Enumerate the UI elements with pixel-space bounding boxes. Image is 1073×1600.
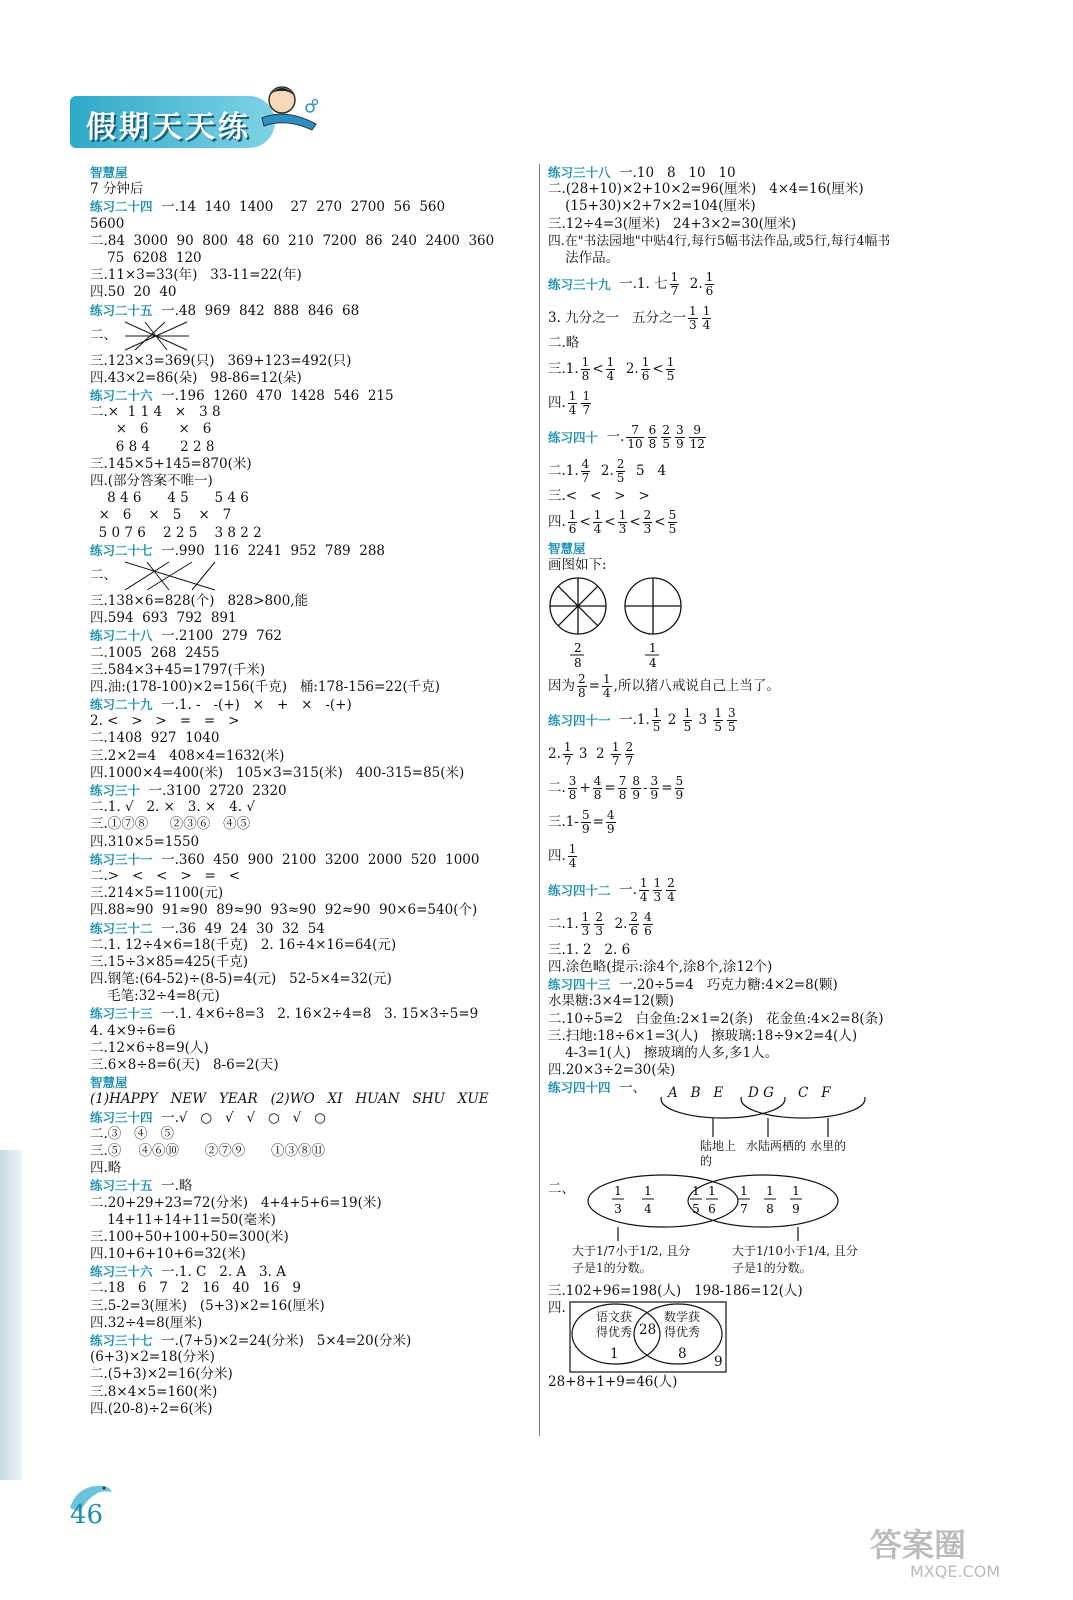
answer-line: 四.88≈90 91≈90 89≈90 93≈90 92≈90 90×6=540(个): [90, 902, 478, 919]
right-column: [548, 164, 891, 1391]
page-edge-shade: [0, 1150, 22, 1480]
svg-text:8: 8: [574, 655, 582, 670]
answer-line: 三.< < > >: [548, 488, 650, 505]
svg-text:7: 7: [740, 1201, 748, 1216]
answer-line: 四.594 693 792 891: [90, 610, 237, 627]
answer-line: 三.123×3=369(只) 369+123=492(只): [90, 352, 352, 369]
answer-text: 一.: [610, 882, 637, 899]
answer-text: 因为: [548, 678, 575, 695]
answer-text: 二、: [548, 1180, 575, 1197]
answer-line: 二.84 3000 90 800 48 60 210 7200 86 240 2400 360: [90, 232, 495, 249]
exercise-25-title: 练习二十五: [90, 302, 153, 318]
fraction: 3 9: [675, 422, 684, 451]
answer-line: (1)HAPPY NEW YEAR (2)WO XI HUAN SHU XUE: [90, 1091, 489, 1108]
answer-line: 毛笔:32÷4=8(元): [90, 988, 220, 1005]
answer-text: 一.3100 2720 2320: [140, 783, 287, 799]
fraction: 1 3: [689, 303, 697, 332]
column-divider: [539, 164, 540, 1436]
answer-line: 三.5-2=3(厘米) (5+3)×2=16(厘米): [90, 1297, 325, 1314]
answer-line: 4. 4×9÷6=6: [90, 1022, 176, 1039]
answer-line: 四. 1 6 < 1 4 < 1 3 < 2 3 < 5 5: [548, 508, 677, 536]
fraction-circles-diagram: [548, 574, 708, 670]
answer-text: 一.略: [152, 1178, 193, 1195]
answer-line: 二.× 1 1 4 × 3 8: [90, 404, 221, 421]
svg-text:1: 1: [692, 1183, 700, 1198]
svg-text:1: 1: [614, 1183, 622, 1198]
answer-line: [548, 164, 868, 181]
answer-text: 一.360 450 900 2100 3200 2000 520 1000: [152, 851, 480, 868]
answer-text: 一.48 969 842 888 846 68: [152, 302, 360, 319]
fraction: 1 5: [666, 354, 675, 383]
venn-label-water: 水里的: [810, 1138, 847, 1153]
answer-line: [90, 1005, 530, 1022]
answer-line: 三.1. 2 2. 6: [548, 941, 631, 958]
answer-text: 四.: [548, 848, 566, 865]
exercise-40-title: 练习四十: [548, 429, 599, 445]
fraction: 6 8: [648, 422, 657, 451]
fraction: 1 7: [582, 388, 591, 417]
answer-line: 画图如下:: [548, 556, 607, 573]
answer-line: [90, 198, 530, 215]
answer-line: 三.11×3=33(年) 33-11=22(年): [90, 267, 302, 284]
header-banner: [70, 96, 275, 148]
section-wisdom-house: 智慧屋: [90, 1075, 128, 1091]
answer-line: [548, 976, 868, 993]
answer-text: 一.196 1260 470 1428 546 215: [152, 388, 394, 405]
answer-line: 因为 2 8 = 1 4 ,所以猪八戒说自己上当了。: [548, 672, 780, 701]
answer-line: 四.310×5=1550: [90, 833, 200, 850]
venn-set-chinese: 语文获得优秀: [595, 1309, 632, 1339]
answer-line: 三.⑤ ④⑥⑩ ②⑦⑨ ①③⑧⑪: [90, 1142, 325, 1159]
exercise-36-title: 练习三十六: [90, 1264, 153, 1280]
answer-line: 二.20+29+23=72(分米) 4+4+5+6=19(米): [90, 1194, 382, 1211]
answer-text: 二、: [90, 567, 117, 584]
matching-lines-diagram: [117, 319, 197, 353]
exercise-24-title: 练习二十四: [90, 199, 153, 215]
answer-line: 四.20×3÷2=30(朵): [548, 1062, 676, 1079]
answer-text: 一.10 8 10 10: [610, 165, 736, 181]
answer-line: 四.钢笔:(64-52)÷(8-5)=4(元) 52-5×4=32(元): [90, 971, 392, 988]
answer-line: [90, 627, 530, 644]
answer-line: 5 0 7 6 2 2 5 3 8 2 2: [90, 524, 262, 541]
venn-desc-right: 大于1/10小于1/4, 且分子是1的分数。: [732, 1243, 858, 1275]
exercise-44-title: 练习四十四: [548, 1080, 611, 1096]
exercise-34-title: 练习三十四: [90, 1109, 153, 1125]
answer-line: [90, 387, 530, 404]
page-number: 46: [70, 1500, 104, 1530]
answer-line: 14+11+14+11=50(毫米): [90, 1211, 276, 1228]
fraction: 2 3: [595, 910, 603, 939]
venn-only-math: 8: [678, 1345, 687, 1362]
answer-line: (15+30)×2+7×2=104(厘米): [548, 198, 756, 215]
svg-text:4: 4: [644, 1201, 652, 1216]
fraction: 1 6: [568, 508, 577, 536]
answer-line: 二.③ ④ ⑤: [90, 1125, 175, 1142]
venn-right-set: C F: [798, 1084, 831, 1101]
exercise-26-title: 练习二十六: [90, 388, 153, 404]
answer-line: 三.12÷4=3(厘米) 24+3×2=30(厘米): [548, 215, 797, 232]
fraction: 5 5: [668, 508, 677, 536]
answer-line: [548, 301, 868, 335]
fraction: 9 12: [689, 422, 705, 451]
venn-only-chinese: 1: [610, 1345, 619, 1362]
answer-line: 四.涂色略(提示:涂4个,涂8个,涂12个): [548, 959, 773, 976]
answer-text: 一.1. - -(+) × + × -(+): [152, 697, 352, 714]
venn-label-amphibian: 水陆两栖的: [746, 1138, 807, 1153]
swimmer-kid-icon: [252, 78, 320, 138]
exercise-43-title: 练习四十三: [548, 977, 611, 993]
fraction: 7 8: [618, 774, 627, 803]
fraction: 2 4: [667, 876, 675, 905]
answer-line: 二.1. √ 2. × 3. × 4. √: [90, 799, 255, 816]
answer-line: 四.在"书法园地"中贴4行,每行5幅书法作品,或5行,每行4幅书: [548, 233, 891, 249]
answer-text: 一.: [598, 428, 625, 445]
answer-text: 二.: [548, 780, 566, 797]
answer-line: 三.102+96=198(人) 198-186=12(人): [548, 1282, 803, 1299]
answer-line: 四.43×2=86(朵) 98-86=12(朵): [90, 369, 302, 386]
answer-text: 一.36 49 24 30 32 54: [152, 920, 325, 937]
fraction: 2 5: [616, 456, 625, 485]
venn-neither: 9: [714, 1353, 723, 1370]
answer-line: 4-3=1(人) 擦玻璃的人多,多1人。: [548, 1045, 779, 1061]
answer-line: 7 分钟后: [90, 181, 144, 198]
fraction: 1 4: [702, 303, 711, 332]
answer-line: 二.10÷5=2 白金鱼:2×1=2(条) 花金鱼:4×2=8(条): [548, 1010, 884, 1027]
answer-line: (6+3)×2=18(分米): [90, 1349, 215, 1366]
answer-line: 四.(部分答案不唯一): [90, 473, 213, 489]
fraction: 8 9: [632, 774, 640, 803]
svg-text:3: 3: [614, 1201, 622, 1216]
answer-line: [90, 782, 530, 799]
answer-text: 四.: [548, 1299, 566, 1316]
answer-line: 四.油:(178-100)×2=156(千克) 桶:178-156=22(千克): [90, 678, 441, 695]
answer-text: 三.1-: [548, 814, 579, 831]
answer-line: 三.214×5=1100(元): [90, 885, 224, 902]
fraction: 2 8: [578, 672, 586, 701]
fraction: 4 6: [644, 910, 652, 939]
answer-text: 一.1. C 2. A 3. A: [152, 1264, 286, 1281]
answer-text: 二.1.: [548, 916, 579, 933]
answer-line: 75 6208 120: [90, 249, 202, 266]
answer-line: 三.1- 5 9 = 4 9: [548, 808, 615, 837]
venn-label-land: 陆地上的: [700, 1138, 737, 1168]
fraction: 2 6: [630, 910, 639, 939]
fraction: 4 8: [593, 774, 602, 803]
matching-line-row: [90, 319, 530, 353]
answer-line: 三.8×4×5=160(米): [90, 1383, 218, 1400]
answer-line: 三.584×3+45=1797(千米): [90, 661, 266, 678]
watermark-site: MXQE.COM: [910, 1562, 1001, 1581]
answer-line: [90, 1332, 530, 1349]
section-wisdom-house: 智慧屋: [90, 165, 128, 180]
exercise-29-title: 练习二十九: [90, 697, 153, 713]
answer-text: 一.14 140 1400 27 270 2700 56 560: [152, 199, 446, 216]
answer-line: 二.1. 12÷4×6=18(千克) 2. 16÷4×16=64(元): [90, 936, 397, 953]
venn-intersection: 28: [639, 1321, 657, 1338]
answer-line: [90, 1177, 530, 1194]
exercise-27-title: 练习二十七: [90, 542, 153, 558]
answer-text: 四.: [548, 394, 566, 411]
answer-text: 2.: [617, 360, 639, 377]
answer-line: [548, 908, 868, 942]
answer-line: [90, 851, 530, 868]
fraction: 4 7: [581, 456, 590, 485]
answer-line: [90, 1263, 530, 1280]
svg-text:6: 6: [708, 1201, 716, 1216]
answer-text: 二.1.: [548, 462, 579, 479]
answer-line: [548, 386, 868, 420]
fraction: 1 4: [639, 876, 648, 905]
answer-line: 二.12×6÷8=9(人): [90, 1039, 209, 1056]
answer-line: [548, 267, 868, 301]
answer-text: 一.1. 七: [610, 275, 668, 292]
answer-line: [90, 1109, 530, 1126]
answer-text: 2.: [548, 746, 561, 763]
fraction: 1 7: [670, 269, 679, 298]
answer-line: 6 8 4 2 2 8: [90, 438, 215, 455]
answer-line: [90, 302, 530, 319]
exercise-28-title: 练习二十八: [90, 628, 153, 644]
exercise-39-title: 练习三十九: [548, 276, 611, 292]
answer-text: 一.990 116 2241 952 789 288: [152, 542, 385, 559]
answer-line: 三.①⑦⑧ ②③⑥ ④⑤: [90, 816, 251, 833]
answer-line: 四.(20-8)÷2=6(米): [90, 1400, 213, 1417]
fraction: 2 3: [643, 508, 652, 536]
answer-line: 四.10+6+10+6=32(米): [90, 1246, 246, 1263]
fraction: 1 5: [683, 706, 692, 735]
fraction: 3 5: [728, 706, 736, 735]
answer-line: 三.扫地:18÷6×1=3(人) 擦玻璃:18÷9×2=4(人): [548, 1027, 858, 1044]
exercise-33-title: 练习三十三: [90, 1006, 153, 1022]
answer-line: [548, 840, 868, 874]
answer-line: [548, 420, 868, 454]
svg-text:1: 1: [644, 1183, 652, 1198]
fraction: 1 4: [568, 388, 577, 417]
answer-text: 一.√ ○ √ √ ○ √ ○: [152, 1109, 326, 1126]
fraction: 3 8: [568, 774, 577, 803]
answer-line: 三.15÷3×85=425(千克): [90, 953, 248, 970]
matching-line-row: [90, 559, 530, 593]
exercise-31-title: 练习三十一: [90, 851, 153, 867]
answer-line: 三.6×8÷8=6(天) 8-6=2(天): [90, 1057, 279, 1073]
answer-line: 三.138×6=828(个) 828>800,能: [90, 592, 309, 609]
svg-text:8: 8: [766, 1201, 774, 1216]
svg-text:4: 4: [649, 655, 657, 670]
fraction: 1 7: [563, 740, 572, 769]
answer-line: 2. 1 7 3 2 1 7 2 7: [548, 740, 634, 769]
answer-line: 二.(5+3)×2=16(分米): [90, 1366, 233, 1383]
answer-line: 5600: [90, 215, 125, 232]
answer-text: 一.1. 4×6÷8=3 2. 16×2÷4=8 3. 15×3÷5=9: [152, 1006, 479, 1023]
answer-line: × 6 × 6: [90, 421, 212, 438]
answer-line: 二.1005 268 2455: [90, 644, 220, 661]
venn-left-set: A B E: [668, 1084, 724, 1101]
exercise-37-title: 练习三十七: [90, 1333, 153, 1348]
fraction: 2 5: [662, 422, 670, 451]
answer-text: 四.: [548, 513, 566, 530]
svg-text:1: 1: [740, 1183, 748, 1198]
exercise-42-title: 练习四十二: [548, 883, 611, 899]
fraction: 1 4: [593, 508, 602, 536]
answer-line: 四.32÷4=8(厘米): [90, 1314, 203, 1331]
answer-line: 四.50 20 40: [90, 284, 177, 301]
answer-line: 二.(28+10)×2+10×2=96(厘米) 4×4=16(厘米): [548, 181, 864, 198]
svg-text:5: 5: [692, 1201, 700, 1216]
answer-text: 2.: [592, 462, 614, 479]
answer-line: 四.1000×4=400(米) 105×3=315(米) 400-315=85(米): [90, 764, 465, 781]
fraction: 1 6: [641, 354, 650, 383]
fraction: 1 3: [618, 508, 627, 536]
answer-line: 四.略: [90, 1160, 122, 1177]
answer-line: 28+8+1+9=46(人): [548, 1373, 678, 1390]
answer-line: 三.100+50+100+50=300(米): [90, 1228, 289, 1245]
answer-text: 一.1.: [610, 712, 650, 729]
answer-line: 2. < > > = = >: [90, 713, 240, 730]
answer-text: 一.(7+5)×2=24(分米) 5×4=20(分米): [152, 1333, 412, 1349]
svg-text:9: 9: [792, 1201, 800, 1216]
fraction: 7 10: [627, 422, 643, 451]
answer-line: 法作品。: [548, 249, 620, 266]
answer-text: 一.2100 279 762: [152, 628, 282, 645]
venn-diagram-students: [548, 1300, 868, 1374]
svg-text:1: 1: [649, 640, 657, 655]
answer-text: 2.: [681, 275, 703, 292]
svg-text:1: 1: [708, 1183, 716, 1198]
venn-set-math: 数学获得优秀: [663, 1309, 700, 1339]
watermark-logo: 答案圈: [870, 1526, 967, 1564]
section-wisdom-house: 智慧屋: [548, 540, 586, 556]
venn-diagram-fractions: [548, 1171, 868, 1283]
answer-line: × 6 × 5 × 7: [90, 507, 232, 524]
svg-text:1: 1: [766, 1183, 774, 1198]
left-column: [90, 164, 530, 1418]
fraction: 1 3: [581, 910, 590, 939]
fraction: 1 4: [602, 672, 611, 701]
answer-line: [90, 542, 530, 559]
fraction: 1 4: [568, 842, 577, 871]
fraction: 4 9: [606, 808, 615, 837]
answer-line: [548, 874, 868, 908]
venn-mid-set: D G: [748, 1084, 774, 1101]
fraction: 1 8: [581, 354, 590, 383]
answer-text: 3. 九分之一 五分之一: [548, 309, 687, 326]
exercise-30-title: 练习三十: [90, 783, 141, 798]
answer-line: [90, 920, 530, 937]
answer-line: [548, 454, 868, 488]
fraction: 1 6: [705, 269, 714, 298]
matching-lines-diagram: [117, 559, 227, 593]
answer-line: [90, 696, 530, 713]
svg-text:1: 1: [792, 1183, 800, 1198]
answer-line: 二. 3 8 + 4 8 = 7 8 8 9 - 3 9 = 5 9: [548, 774, 684, 803]
answer-line: 二.略: [548, 335, 580, 352]
fraction: 5 9: [581, 808, 590, 837]
fraction: 1 4: [606, 354, 615, 383]
exercise-38-title: 练习三十八: [548, 165, 611, 180]
answer-text: 一、: [610, 1080, 647, 1097]
exercise-32-title: 练习三十二: [90, 920, 153, 936]
answer-line: 二.18 6 7 2 16 40 16 9: [90, 1280, 301, 1297]
answer-line: 三.1. 1 8 < 1 4 2. 1 6 < 1 5: [548, 354, 675, 383]
answer-line: 8 4 6 4 5 5 4 6: [90, 490, 249, 507]
header-title: 假期天天练: [86, 110, 251, 145]
venn-desc-left: 大于1/7小于1/2, 且分子是1的分数。: [572, 1243, 691, 1275]
answer-text: 三.1.: [548, 360, 579, 377]
answer-text: 2.: [605, 916, 628, 933]
fraction: 1 5: [714, 706, 723, 735]
answer-text: 5 4: [627, 462, 667, 479]
fraction: 1 5: [652, 706, 661, 735]
fraction: 5 9: [675, 774, 684, 803]
fraction: 2 7: [625, 740, 634, 769]
answer-text: ,所以猪八戒说自己上当了。: [613, 678, 780, 695]
exercise-41-title: 练习四十一: [548, 713, 611, 729]
answer-line: 二.1408 927 1040: [90, 730, 220, 747]
answer-line: 三.145×5+145=870(米): [90, 455, 252, 472]
answer-text: 二、: [90, 327, 117, 344]
answer-line: 二.> < < > = <: [90, 867, 241, 884]
answer-line: 水果糖:3×4=12(颗): [548, 993, 675, 1010]
fraction: 3 9: [650, 774, 659, 803]
answer-line: 练习四十一 一.1. 1 5 2 1 5 3 1 5 3 5: [548, 706, 736, 735]
svg-text:2: 2: [574, 640, 582, 655]
fraction: 1 7: [611, 740, 620, 769]
fraction: 1 3: [653, 876, 662, 905]
exercise-35-title: 练习三十五: [90, 1178, 153, 1194]
answer-line: 三.2×2=4 408×4=1632(米): [90, 747, 285, 764]
answer-text: 一.20÷5=4 巧克力糖:4×2=8(颗): [610, 977, 838, 994]
